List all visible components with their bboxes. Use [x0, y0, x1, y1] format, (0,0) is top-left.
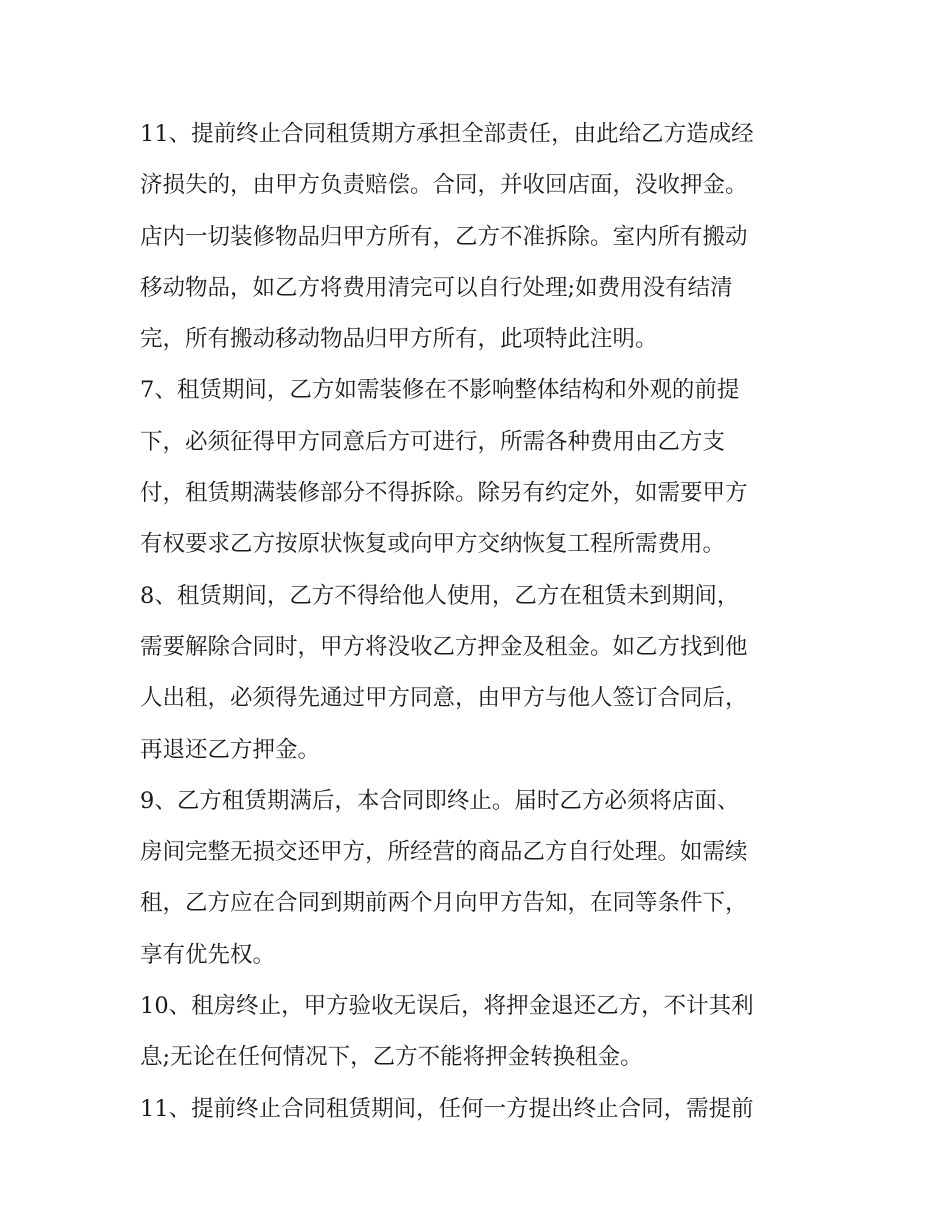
text-line: 11、提前终止合同租赁期方承担全部责任，由此给乙方造成经 [140, 121, 754, 147]
text-line: 租，乙方应在合同到期前两个月向甲方告知，在同等条件下， [140, 890, 748, 917]
text-line: 8、租赁期间，乙方不得给他人使用，乙方在租赁未到期间， [140, 582, 740, 609]
text-line: 济损失的，由甲方负责赔偿。合同，并收回店面，没收押金。 [140, 172, 748, 199]
document-body [140, 109, 830, 1135]
text-line: 再退还乙方押金。 [140, 736, 321, 763]
text-line: 移动物品，如乙方将费用清完可以自行处理;如费用没有结清 [140, 274, 733, 301]
text-line: 11、提前终止合同租赁期间，任何一方提出终止合同，需提前 [140, 1095, 754, 1122]
text-line: 息;无论在任何情况下，乙方不能将押金转换租金。 [140, 1044, 643, 1071]
text-line: 付，租赁期满装修部分不得拆除。除另有约定外，如需要甲方 [140, 480, 748, 507]
text-line: 店内一切装修物品归甲方所有，乙方不准拆除。室内所有搬动 [140, 223, 748, 250]
text-line: 享有优先权。 [140, 941, 276, 968]
text-line: 9、乙方租赁期满后，本合同即终止。届时乙方必须将店面、 [140, 787, 740, 814]
text-line: 7、租赁期间，乙方如需装修在不影响整体结构和外观的前提 [140, 377, 740, 404]
text-line: 需要解除合同时，甲方将没收乙方押金及租金。如乙方找到他 [140, 633, 748, 660]
text-line: 10、租房终止，甲方验收无误后，将押金退还乙方，不计其利 [140, 993, 754, 1020]
text-line: 人出租，必须得先通过甲方同意，由甲方与他人签订合同后， [140, 685, 748, 712]
text-line: 完，所有搬动移动物品归甲方所有，此项特此注明。 [140, 326, 658, 353]
text-line: 下，必须征得甲方同意后方可进行，所需各种费用由乙方支 [140, 428, 726, 455]
text-line: 有权要求乙方按原状恢复或向甲方交纳恢复工程所需费用。 [140, 531, 726, 558]
text-line: 房间完整无损交还甲方，所经营的商品乙方自行处理。如需续 [140, 839, 748, 866]
